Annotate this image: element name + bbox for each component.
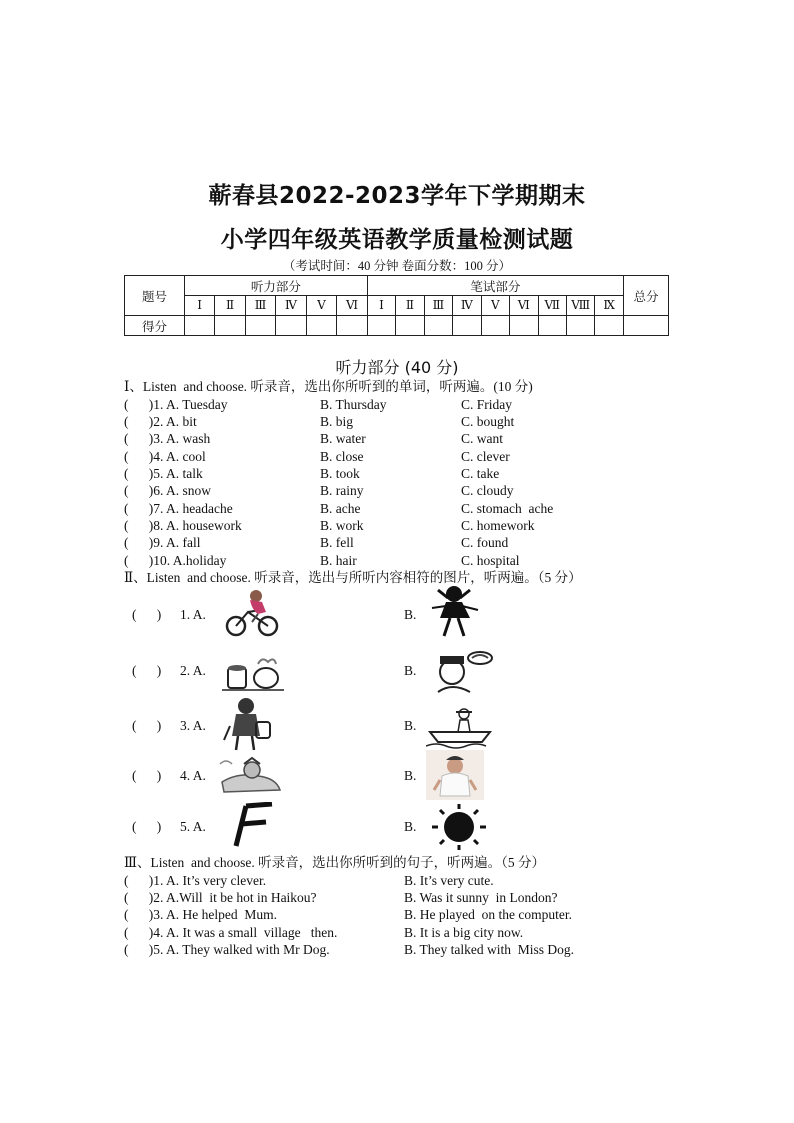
list-item — [124, 872, 684, 889]
score-cell[interactable] — [453, 316, 481, 336]
question-a[interactable]: ( )4. A. cool — [124, 449, 206, 464]
question-a[interactable]: ( )5. A. They walked with Mr Dog. — [124, 942, 330, 957]
list-item — [124, 413, 684, 430]
option-b[interactable]: B. close — [320, 449, 364, 464]
picture-question — [124, 819, 684, 859]
writing-col: Ⅸ — [595, 296, 623, 316]
option-b-label[interactable]: B. — [404, 768, 417, 783]
option-b[interactable]: B. rainy — [320, 483, 364, 498]
writing-col: Ⅵ — [510, 296, 538, 316]
question-a[interactable]: ( )5. A. talk — [124, 466, 203, 481]
list-item — [124, 534, 684, 551]
writing-col: Ⅳ — [453, 296, 481, 316]
score-cell[interactable] — [510, 316, 538, 336]
score-cell[interactable] — [245, 316, 275, 336]
list-item — [124, 517, 684, 534]
option-b-label[interactable]: B. — [404, 718, 417, 733]
option-b[interactable]: B. It is a big city now. — [404, 925, 524, 940]
question-a[interactable]: ( )8. A. housework — [124, 518, 242, 533]
score-cell[interactable] — [424, 316, 452, 336]
score-table — [124, 275, 669, 336]
answer-blank[interactable]: ( ) — [132, 819, 162, 834]
list-item — [124, 465, 684, 482]
question-a[interactable]: ( )1. A. Tuesday — [124, 397, 228, 412]
question-a[interactable]: ( )9. A. fall — [124, 535, 201, 550]
question-a[interactable]: ( )4. A. It was a small village then. — [124, 925, 338, 940]
girl-with-bag-picture[interactable] — [222, 696, 278, 752]
writing-col: Ⅲ — [424, 296, 452, 316]
question-a[interactable]: ( )1. A. It’s very clever. — [124, 873, 267, 888]
writing-part-label: 笔试部分 — [367, 276, 623, 296]
option-c[interactable]: C. take — [461, 466, 500, 481]
picture-question — [124, 663, 684, 703]
option-b[interactable]: B. water — [320, 431, 366, 446]
option-b-label[interactable]: B. — [404, 607, 417, 622]
score-cell[interactable] — [396, 316, 424, 336]
answer-blank[interactable]: ( ) — [132, 607, 162, 622]
writing-col: Ⅰ — [367, 296, 395, 316]
option-b-label[interactable]: B. — [404, 819, 417, 834]
option-a-label[interactable]: 1. A. — [180, 607, 206, 622]
score-cell[interactable] — [306, 316, 336, 336]
answer-blank[interactable]: ( ) — [132, 768, 162, 783]
listening-col: Ⅲ — [245, 296, 275, 316]
question-a[interactable]: ( )2. A.Will it be hot in Haikou? — [124, 890, 317, 905]
option-c[interactable]: C. cloudy — [461, 483, 514, 498]
boy-in-bed-photo[interactable] — [426, 750, 484, 800]
title-line-2: 小学四年级英语教学质量检测试题 — [220, 227, 574, 253]
option-c[interactable]: C. Friday — [461, 397, 513, 412]
option-b[interactable]: B. took — [320, 466, 360, 481]
option-c[interactable]: C. homework — [461, 518, 535, 533]
option-b[interactable]: B. He played on the computer. — [404, 907, 572, 922]
exam-info: （考试时间：40 分钟 卷面分数：100 分） — [282, 259, 512, 273]
question-a[interactable]: ( )3. A. wash — [124, 431, 211, 446]
option-b[interactable]: B. big — [320, 414, 354, 429]
option-b[interactable]: B. They talked with Miss Dog. — [404, 942, 574, 957]
picture-question — [124, 607, 684, 647]
list-item — [124, 430, 684, 447]
option-a-label[interactable]: 4. A. — [180, 768, 206, 783]
score-cell[interactable] — [184, 316, 214, 336]
girl-riding-bike-picture[interactable] — [222, 588, 284, 638]
list-item — [124, 889, 684, 906]
option-b[interactable]: B. ache — [320, 501, 361, 516]
option-b[interactable]: B. hair — [320, 553, 357, 568]
part2-heading: Ⅱ、Listen and choose. 听录音，选出与所听内容相符的图片，听两遍。（5 分） — [124, 570, 582, 585]
answer-blank[interactable]: ( ) — [132, 718, 162, 733]
writing-col: Ⅴ — [481, 296, 509, 316]
option-a-label[interactable]: 2. A. — [180, 663, 206, 678]
listening-section-title: 听力部分 (40 分) — [335, 358, 459, 377]
score-cell[interactable] — [538, 316, 566, 336]
list-item — [124, 552, 684, 569]
dancing-girl-picture[interactable] — [430, 584, 480, 642]
score-cell[interactable] — [481, 316, 509, 336]
writing-col: Ⅱ — [396, 296, 424, 316]
option-c[interactable]: C. want — [461, 431, 503, 446]
question-a[interactable]: ( )3. A. He helped Mum. — [124, 907, 277, 922]
part1-heading: Ⅰ、Listen and choose. 听录音，选出你所听到的单词，听两遍。(10 分) — [124, 379, 533, 394]
topic-number-label: 题号 — [125, 276, 185, 316]
writing-col: Ⅷ — [566, 296, 594, 316]
option-a-label[interactable]: 5. A. — [180, 819, 206, 834]
part3-heading: Ⅲ、Listen and choose. 听录音，选出你所听到的句子，听两遍。（5 分） — [124, 855, 545, 870]
option-c[interactable]: C. hospital — [461, 553, 520, 568]
sun-icon[interactable] — [426, 804, 492, 850]
option-c[interactable]: C. clever — [461, 449, 510, 464]
teapot-cup-picture[interactable] — [222, 654, 284, 694]
score-cell[interactable] — [566, 316, 594, 336]
list-item — [124, 906, 684, 923]
list-item — [124, 941, 684, 958]
question-a[interactable]: ( )2. A. bit — [124, 414, 197, 429]
score-cell[interactable] — [595, 316, 623, 336]
listening-col: Ⅰ — [184, 296, 214, 316]
list-item — [124, 924, 684, 941]
total-score-cell[interactable] — [623, 316, 668, 336]
picture-question — [124, 718, 684, 758]
option-c[interactable]: C. stomach ache — [461, 501, 554, 516]
option-c[interactable]: C. found — [461, 535, 509, 550]
list-item — [124, 500, 684, 517]
list-item — [124, 396, 684, 413]
listening-col: Ⅳ — [276, 296, 306, 316]
option-b[interactable]: B. Was it sunny in London? — [404, 890, 558, 905]
writing-col: Ⅶ — [538, 296, 566, 316]
listening-col: Ⅵ — [337, 296, 367, 316]
option-b[interactable]: B. It’s very cute. — [404, 873, 494, 888]
option-b[interactable]: B. Thursday — [320, 397, 387, 412]
score-cell[interactable] — [337, 316, 367, 336]
option-b[interactable]: B. work — [320, 518, 364, 533]
score-row-label: 得分 — [125, 316, 185, 336]
listening-part-label: 听力部分 — [184, 276, 367, 296]
man-eating-picture[interactable] — [430, 648, 494, 696]
option-a-label[interactable]: 3. A. — [180, 718, 206, 733]
question-a[interactable]: ( )7. A. headache — [124, 501, 233, 516]
question-a[interactable]: ( )10. A.holiday — [124, 553, 227, 568]
option-b-label[interactable]: B. — [404, 663, 417, 678]
title-line-1: 蕲春县2022-2023学年下学期期末 — [208, 183, 586, 209]
score-cell[interactable] — [276, 316, 306, 336]
score-cell[interactable] — [215, 316, 245, 336]
option-c[interactable]: C. bought — [461, 414, 515, 429]
total-score-label: 总分 — [623, 276, 668, 316]
option-b[interactable]: B. fell — [320, 535, 354, 550]
letter-f-symbol-picture[interactable] — [232, 802, 276, 850]
listening-col: Ⅱ — [215, 296, 245, 316]
score-cell[interactable] — [367, 316, 395, 336]
list-item — [124, 482, 684, 499]
answer-blank[interactable]: ( ) — [132, 663, 162, 678]
listening-col: Ⅴ — [306, 296, 336, 316]
list-item — [124, 448, 684, 465]
sick-girl-in-bed-picture[interactable] — [218, 752, 284, 798]
picture-question — [124, 768, 684, 808]
question-a[interactable]: ( )6. A. snow — [124, 483, 211, 498]
man-in-boat-picture[interactable] — [426, 704, 494, 750]
